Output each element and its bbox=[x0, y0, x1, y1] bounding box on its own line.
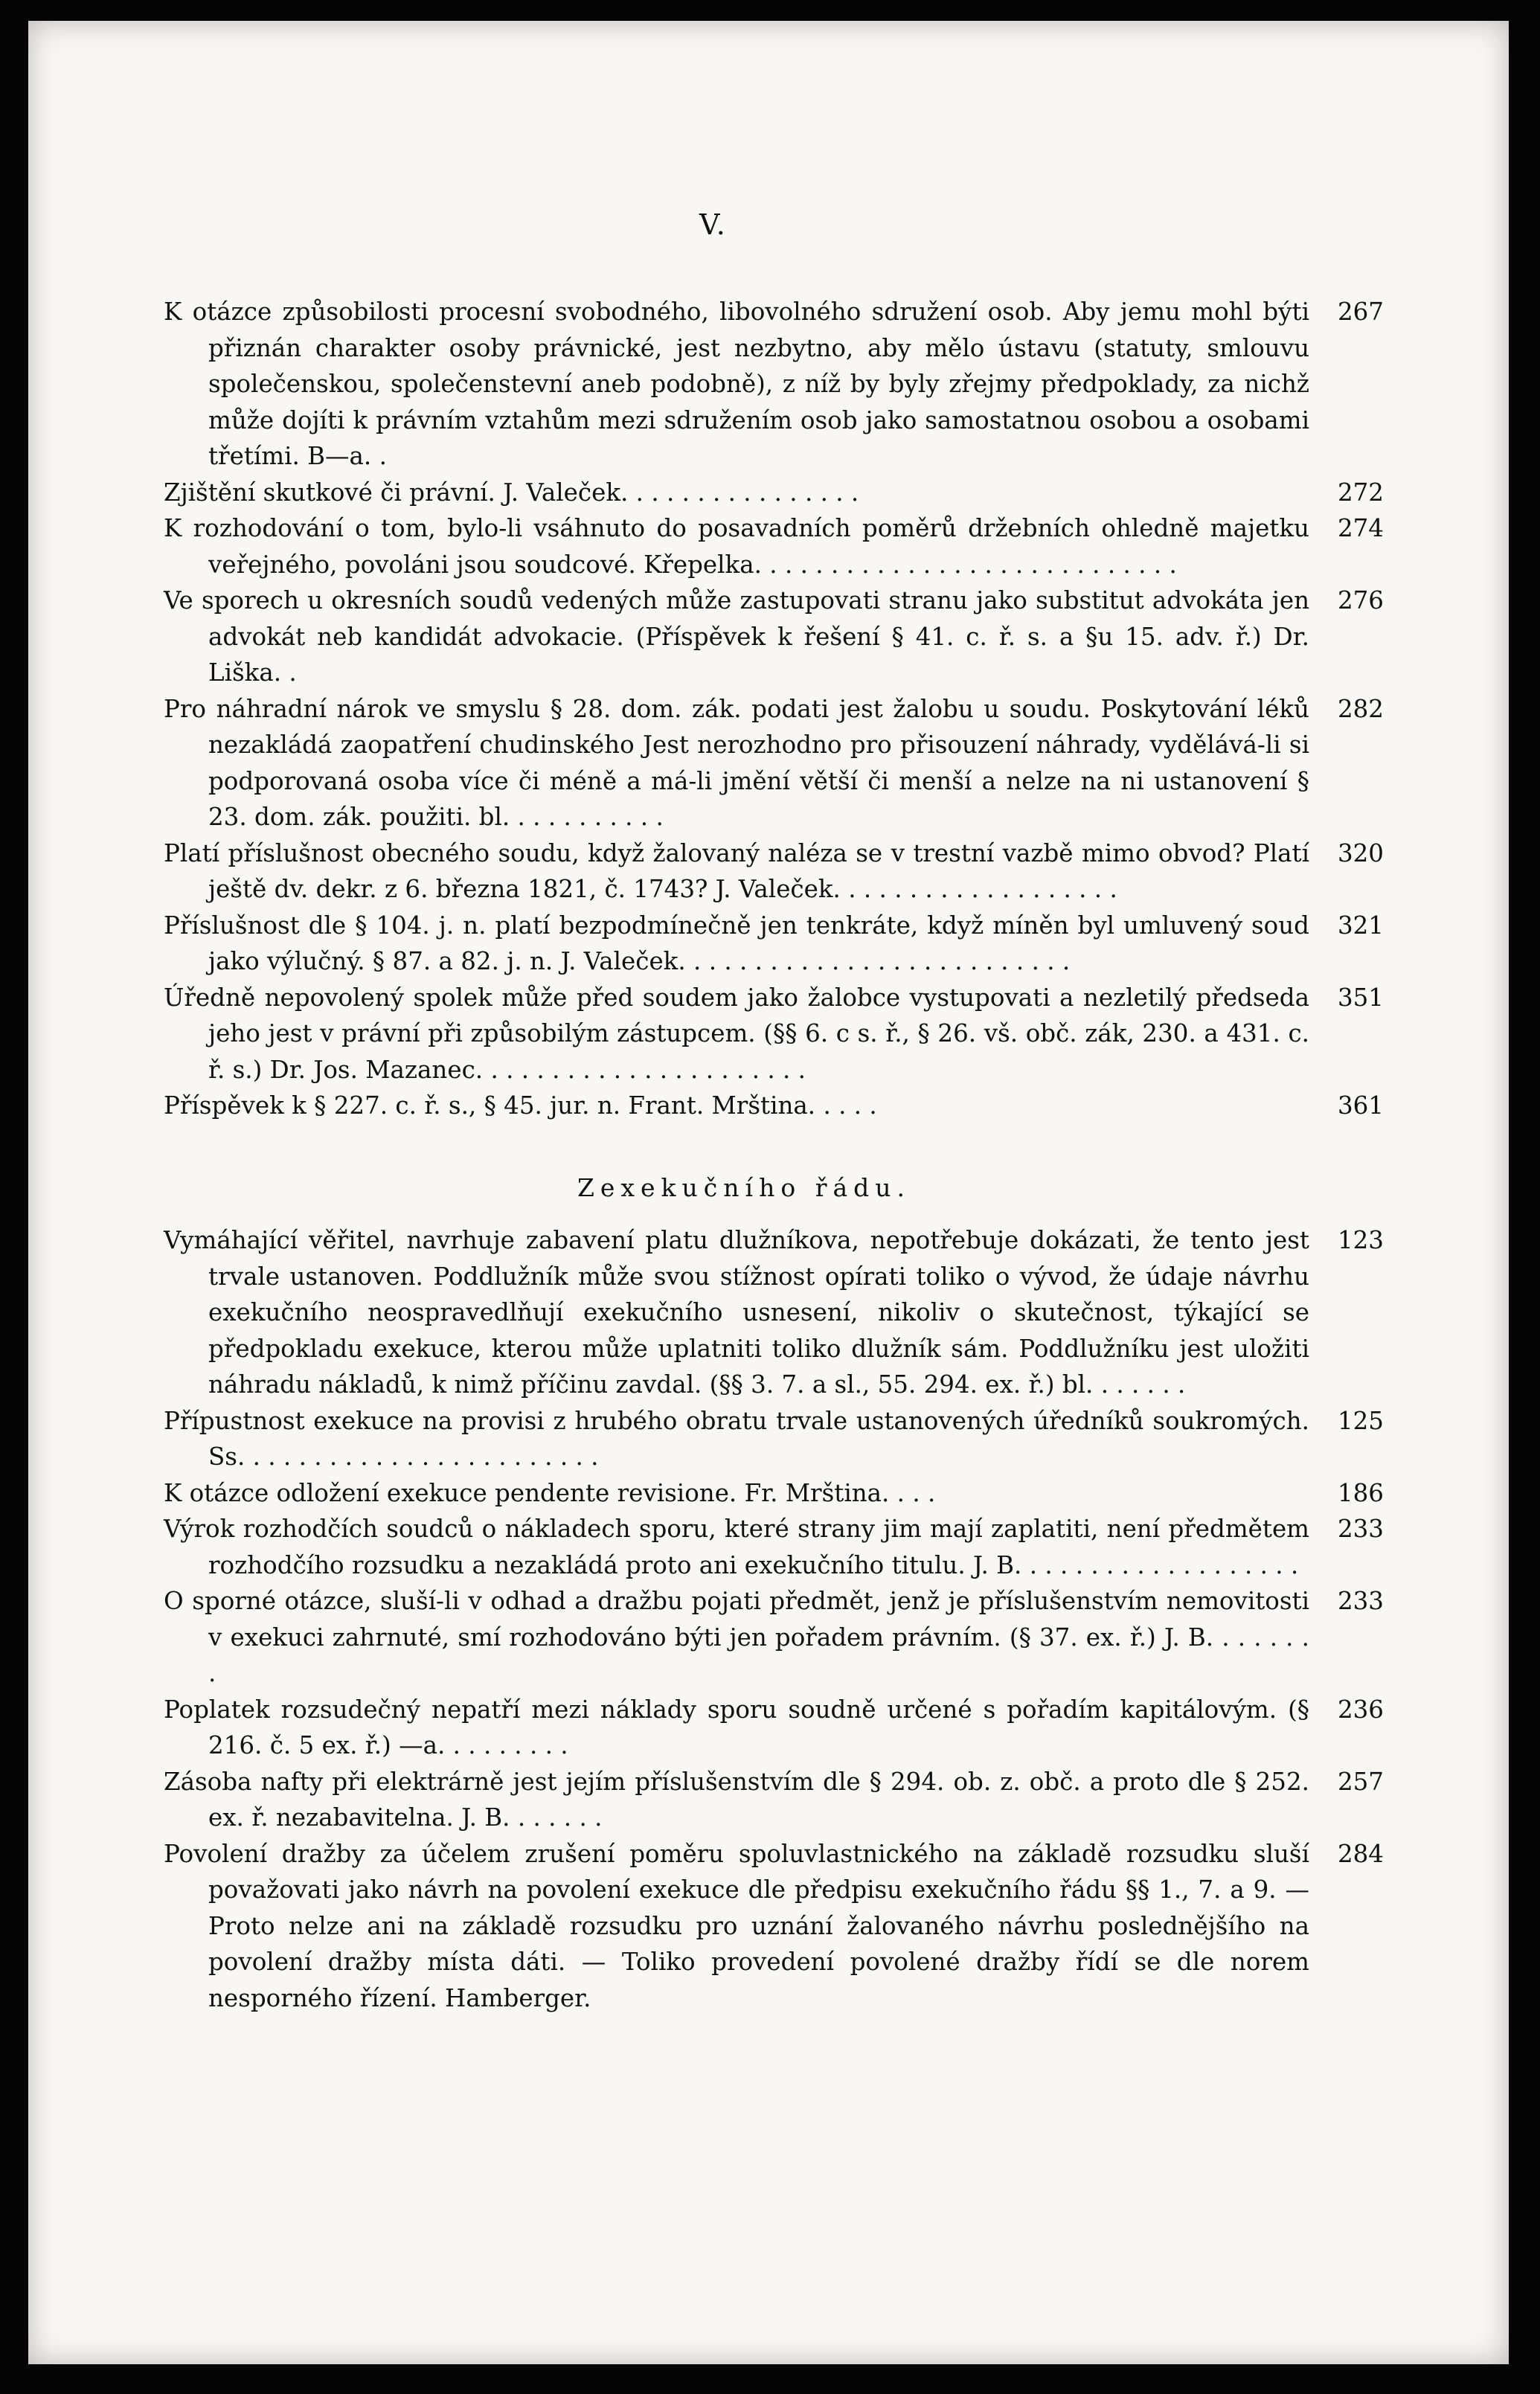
entry-title: Příspěvek k § 227. c. ř. s., § 45. jur. n. Frant. Mrština. . . . . bbox=[164, 1091, 877, 1120]
toc-entry bbox=[164, 908, 1384, 980]
entry-page-number: 236 bbox=[1337, 1695, 1384, 1724]
toc-entry bbox=[164, 1088, 1384, 1124]
toc-entry bbox=[164, 1692, 1384, 1764]
entry-page-number: 284 bbox=[1337, 1839, 1384, 1868]
page-number: V. bbox=[699, 208, 727, 241]
toc-entry bbox=[164, 835, 1384, 908]
entry-title: Výrok rozhodčích soudců o nákladech sporu, které strany jim mají zaplatiti, není předmětem rozhodčího rozsudku a nezakládá proto ani exekučního titulu. J. B. . . . . . . . . . . . . . . . . . . bbox=[164, 1515, 1309, 1579]
entry-title: Platí příslušnost obecného soudu, když žalovaný naléza se v trestní vazbě mimo obvod? Platí ještě dv. dekr. z 6. března 1821, č. 1743? J. Valeček. . . . . . . . . . . . . . . . . . . bbox=[164, 838, 1309, 903]
entry-title: Povolení dražby za účelem zrušení poměru spoluvlastnického na základě rozsudku sluší považovati jako návrh na povolení exekuce dle předpisu exekučního řádu §§ 1., 7. a 9. — Proto nelze ani na základě rozsudku pro uznání žalovaného návrhu poslednějšího na povolení dražby místa dáti. — Toliko provedení povolené dražby řídí se dle norem nesporného řízení. Hamberger. bbox=[164, 1839, 1309, 2012]
entry-page-number: 361 bbox=[1337, 1091, 1384, 1120]
entry-title: K rozhodování o tom, bylo-li vsáhnuto do posavadních poměrů držebních ohledně majetku veřejného, povoláni jsou soudcové. Křepelka. . . . . . . . . . . . . . . . . . . . . . . . . . . . bbox=[164, 514, 1309, 579]
toc-entry bbox=[164, 980, 1384, 1088]
entry-page-number: 282 bbox=[1337, 694, 1384, 723]
entry-page-number: 351 bbox=[1337, 983, 1384, 1012]
entry-page-number: 257 bbox=[1337, 1767, 1384, 1796]
entry-page-number: 267 bbox=[1337, 298, 1384, 326]
entry-page-number: 274 bbox=[1337, 514, 1384, 542]
entry-page-number: 272 bbox=[1337, 478, 1384, 507]
entry-title: Zásoba nafty při elektrárně jest jejím příslušenstvím dle § 294. ob. z. obč. a proto dle § 252. ex. ř. nezabavitelna. J. B. . . . . . . bbox=[164, 1767, 1309, 1832]
entry-page-number: 233 bbox=[1337, 1587, 1384, 1615]
entry-title: Zjištění skutkové či právní. J. Valeček. . . . . . . . . . . . . . . . bbox=[164, 478, 859, 507]
toc-entry bbox=[164, 1511, 1384, 1583]
toc-entry bbox=[164, 691, 1384, 835]
entry-title: Ve sporech u okresních soudů vedených může zastupovati stranu jako substitut advokáta jen advokát neb kandidát advokacie. (Příspěvek k řešení § 41. c. ř. s. a §u 15. adv. ř.) Dr. Liška. . bbox=[164, 586, 1309, 687]
entry-title: Poplatek rozsudečný nepatří mezi náklady sporu soudně určené s pořadím kapitálovým. (§ 216. č. 5 ex. ř.) —a. . . . . . . . . bbox=[164, 1695, 1309, 1759]
toc-entry bbox=[164, 475, 1384, 511]
toc-entry bbox=[164, 510, 1384, 583]
section-execution-order bbox=[164, 1222, 1384, 2016]
entry-page-number: 186 bbox=[1337, 1478, 1384, 1507]
entry-title: Úředně nepovolený spolek může před soudem jako žalobce vystupovati a nezletilý předseda jeho jest v právní při způsobilým zástupcem. (§§ 6. c s. ř., § 26. vš. obč. zák, 230. a 431. c. ř. s.) Dr. Jos. Mazanec. . . . . . . . . . . . . . . . . . . . . . bbox=[164, 983, 1309, 1084]
toc-entry bbox=[164, 583, 1384, 691]
entry-title: Přípustnost exekuce na provisi z hrubého obratu trvale ustanovených úředníků soukromých. Ss. . . . . . . . . . . . . . . . . . . . . . . . bbox=[164, 1406, 1309, 1471]
toc-entry bbox=[164, 294, 1384, 475]
entry-title: K otázce odložení exekuce pendente revisione. Fr. Mrština. . . . bbox=[164, 1478, 936, 1507]
toc-entry bbox=[164, 1583, 1384, 1692]
entry-page-number: 123 bbox=[1337, 1226, 1384, 1254]
entry-page-number: 276 bbox=[1337, 586, 1384, 614]
toc-entry bbox=[164, 1222, 1384, 1403]
entry-title: Pro náhradní nárok ve smyslu § 28. dom. zák. podati jest žalobu u soudu. Poskytování léků nezakládá zaopatření chudinského Jest nerozhodno pro přisouzení náhrady, vydělává-li si podporovaná osoba více či méně a má-li jmění větší či menší a nelze na ni ustanovení § 23. dom. zák. použiti. bl. . . . . . . . . . . bbox=[164, 694, 1309, 831]
table-of-contents bbox=[164, 294, 1384, 2016]
entry-page-number: 320 bbox=[1337, 838, 1384, 867]
entry-title: K otázce způsobilosti procesní svobodného, libovolného sdružení osob. Aby jemu mohl býti přiznán charakter osoby právnické, jest nezbytno, aby mělo ústavu (statuty, smlouvu společenskou, společenstevní aneb podobně), z níž by byly zřejmy předpoklady, za nichž může dojíti k právním vztahům mezi sdružením osob jako samostatnou osobou a osobami třetími. B—a. . bbox=[164, 298, 1309, 470]
toc-entry bbox=[164, 1475, 1384, 1512]
toc-entry bbox=[164, 1403, 1384, 1475]
toc-entry bbox=[164, 1764, 1384, 1836]
entry-page-number: 233 bbox=[1337, 1515, 1384, 1543]
entry-title: Příslušnost dle § 104. j. n. platí bezpodmínečně jen tenkráte, když míněn byl umluvený soud jako výlučný. § 87. a 82. j. n. J. Valeček. . . . . . . . . . . . . . . . . . . . . . . . . . bbox=[164, 911, 1309, 975]
section-civil-procedure bbox=[164, 294, 1384, 1124]
entry-title: O sporné otázce, sluší-li v odhad a dražbu pojati předmět, jenž je příslušenstvím nemovitosti v exekuci zahrnuté, smí rozhodováno býti jen pořadem právním. (§ 37. ex. ř.) J. B. . . . . . . . bbox=[164, 1587, 1309, 1687]
section-heading: Zexekučního řádu. bbox=[577, 1172, 911, 1202]
entry-page-number: 321 bbox=[1337, 911, 1384, 940]
entry-page-number: 125 bbox=[1337, 1406, 1384, 1435]
toc-entry bbox=[164, 1836, 1384, 2017]
entry-title: Vymáhající věřitel, navrhuje zabavení platu dlužníkova, nepotřebuje dokázati, že tento jest trvale ustanoven. Poddlužník může svou stížnost opírati toliko o vývod, že údaje návrhu exekučního neospravedlňují exekučního usnesení, nikoliv o skutečnost, týkající se předpokladu exekuce, kterou může uplatniti toliko dlužník sám. Poddlužníku jest uložiti náhradu nákladů, k nimž příčinu zavdal. (§§ 3. 7. a sl., 55. 294. ex. ř.) bl. . . . . . . bbox=[164, 1226, 1309, 1399]
